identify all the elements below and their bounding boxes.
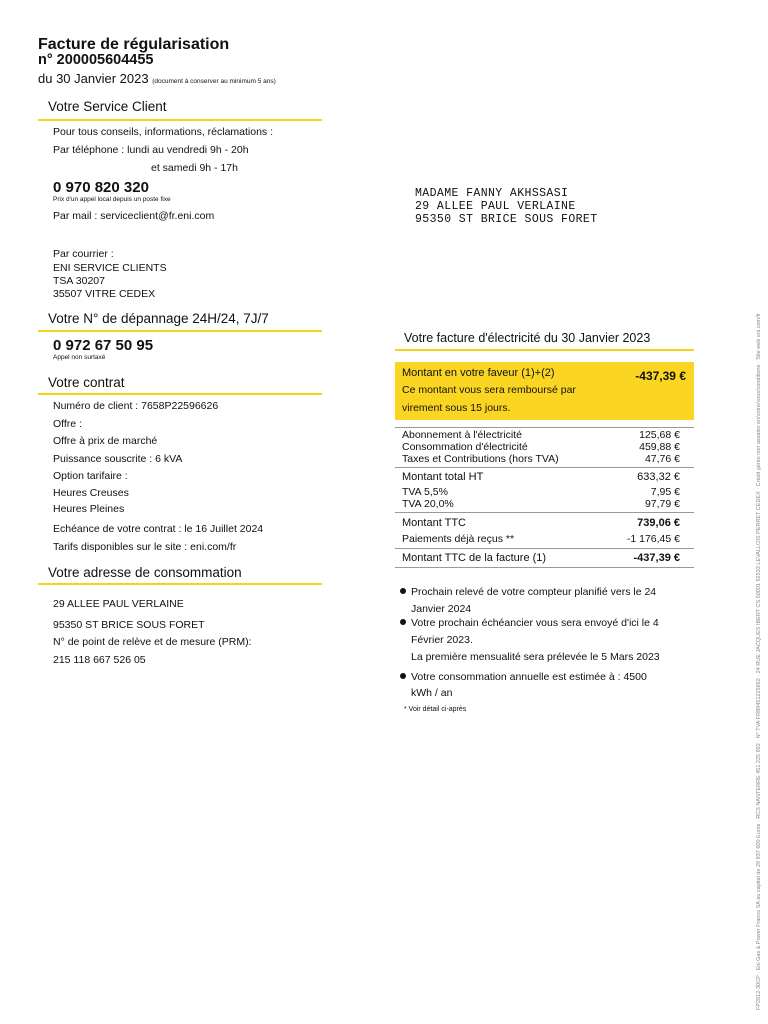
refund-amount: -437,39 € [635, 369, 686, 383]
bullet-text: Votre consommation annuelle est estimée à : 4500 [411, 671, 647, 683]
bullet-item [400, 615, 660, 666]
echeance: Echéance de votre contrat : le 16 Juillet 2024 [53, 523, 264, 535]
table-rule [395, 427, 694, 428]
bullet-text: Janvier 2024 [411, 603, 472, 615]
service-mail[interactable]: Par mail : serviceclient@fr.eni.com [53, 210, 215, 222]
section-divider [38, 119, 322, 121]
bill-row-label: Abonnement à l'électricité [402, 429, 522, 441]
refund-label: Montant en votre faveur (1)+(2) [402, 367, 555, 379]
table-rule [395, 567, 694, 568]
section-divider [38, 583, 322, 585]
depannage-title: Votre N° de dépannage 24H/24, 7J/7 [48, 311, 269, 326]
depannage-phone[interactable]: 0 972 67 50 95 [53, 337, 154, 354]
section-divider [38, 330, 322, 332]
facture-title: Votre facture d'électricité du 30 Janvier 2023 [404, 331, 651, 345]
recipient-city: 95350 ST BRICE SOUS FORET [415, 213, 598, 226]
service-line: Pour tous conseils, informations, réclamations : [53, 126, 274, 138]
invoice-number: n° 200005604455 [38, 52, 154, 68]
service-title: Votre Service Client [48, 99, 167, 114]
adresse-line: 29 ALLEE PAUL VERLAINE [53, 598, 184, 610]
depannage-note: Appel non surtaxé [53, 354, 106, 361]
service-phone-note: Prix d'un appel local depuis un poste fixe [53, 196, 171, 203]
section-divider [38, 393, 322, 395]
tva-label: TVA 20,0% [402, 498, 454, 510]
service-phone-hours: Par téléphone : lundi au vendredi 9h - 20h [53, 144, 249, 156]
heures-creuses: Heures Creuses [53, 487, 129, 499]
offre-label: Offre : [53, 418, 82, 430]
bullet-dot-icon [400, 588, 406, 594]
paid-label: Paiements déjà reçus ** [402, 533, 515, 545]
adresse-title: Votre adresse de consommation [48, 565, 242, 580]
bill-row-value: 459,88 € [639, 441, 680, 453]
service-phone-hours-sat: et samedi 9h - 17h [151, 162, 238, 174]
heures-pleines: Heures Pleines [53, 503, 125, 515]
bullet-text: Votre prochain échéancier vous sera envoyé d'ici le 4 [411, 617, 659, 629]
bullet-item [400, 669, 647, 701]
courrier-line: 35507 VITRE CEDEX [53, 288, 156, 300]
option-tarifaire: Option tarifaire : [53, 470, 128, 482]
service-phone[interactable]: 0 970 820 320 [53, 179, 149, 196]
bullet-text: Prochain relevé de votre compteur planifié vers le 24 [411, 586, 657, 598]
table-rule [395, 548, 694, 549]
refund-text: virement sous 15 jours. [402, 402, 511, 414]
bill-row-label: Taxes et Contributions (hors TVA) [402, 453, 559, 465]
prm-number: 215 118 667 526 05 [53, 654, 146, 666]
invoice-date [38, 71, 276, 86]
contrat-title: Votre contrat [48, 375, 125, 390]
puissance: Puissance souscrite : 6 kVA [53, 453, 183, 465]
table-rule [395, 512, 694, 513]
section-divider [395, 349, 694, 351]
legal-sidebar-text: FP2012-30CP · Eni Gas & Power France SA au capital de 29 937 600 Euros · RCS NANTERRE 451 225 692 · N° TVA FR89451225692 · 24 RUE JACQUES IBERT CS 50001 92533 LEVALLOIS PERRET CEDEX · Crédit gérés non assaiso en/votre/vous/conditions · Site web eni.com/fr [756, 313, 762, 1010]
ht-label: Montant total HT [402, 471, 484, 483]
adresse-line: 95350 ST BRICE SOUS FORET [53, 619, 205, 631]
prm-label: N° de point de relève et de mesure (PRM): [53, 636, 252, 648]
invoice-date-note: (document à conserver au minimum 5 ans) [152, 78, 276, 85]
invoice-date-text: du 30 Janvier 2023 [38, 71, 149, 86]
invoice-title: Facture de régularisation [38, 36, 230, 53]
bullet-text: Février 2023. [411, 634, 473, 646]
courrier-label: Par courrier : [53, 248, 114, 260]
bullet-dot-icon [400, 673, 406, 679]
refund-box [395, 362, 694, 420]
bullet-text: kWh / an [411, 687, 453, 699]
courrier-line: TSA 30207 [53, 275, 105, 287]
bill-row-label: Consommation d'électricité [402, 441, 528, 453]
bullet-item [400, 584, 656, 618]
offre-type: Offre à prix de marché [53, 435, 158, 447]
total-label: Montant TTC de la facture (1) [402, 552, 547, 564]
recipient-name: MADAME FANNY AKHSSASI [415, 187, 569, 200]
refund-text: Ce montant vous sera remboursé par [402, 384, 576, 396]
client-number: Numéro de client : 7658P22596626 [53, 400, 219, 412]
tarifs-link[interactable]: Tarifs disponibles sur le site : eni.com/fr [53, 541, 237, 553]
bill-row-value: 47,76 € [644, 453, 680, 465]
footnote: * Voir détail ci-après [404, 706, 467, 713]
ttc-label: Montant TTC [402, 517, 466, 529]
tva-value: 97,79 € [644, 498, 680, 510]
tva-value: 7,95 € [650, 486, 680, 498]
courrier-line: ENI SERVICE CLIENTS [53, 262, 167, 274]
ht-value: 633,32 € [637, 471, 680, 483]
ttc-value: 739,06 € [637, 517, 680, 529]
bill-row-value: 125,68 € [639, 429, 680, 441]
total-value: -437,39 € [633, 552, 680, 564]
bullet-text: La première mensualité sera prélevée le 5 Mars 2023 [411, 651, 660, 663]
bullet-dot-icon [400, 619, 406, 625]
paid-value: -1 176,45 € [626, 533, 680, 545]
recipient-street: 29 ALLEE PAUL VERLAINE [415, 200, 576, 213]
tva-label: TVA 5,5% [402, 486, 448, 498]
table-rule [395, 467, 694, 468]
